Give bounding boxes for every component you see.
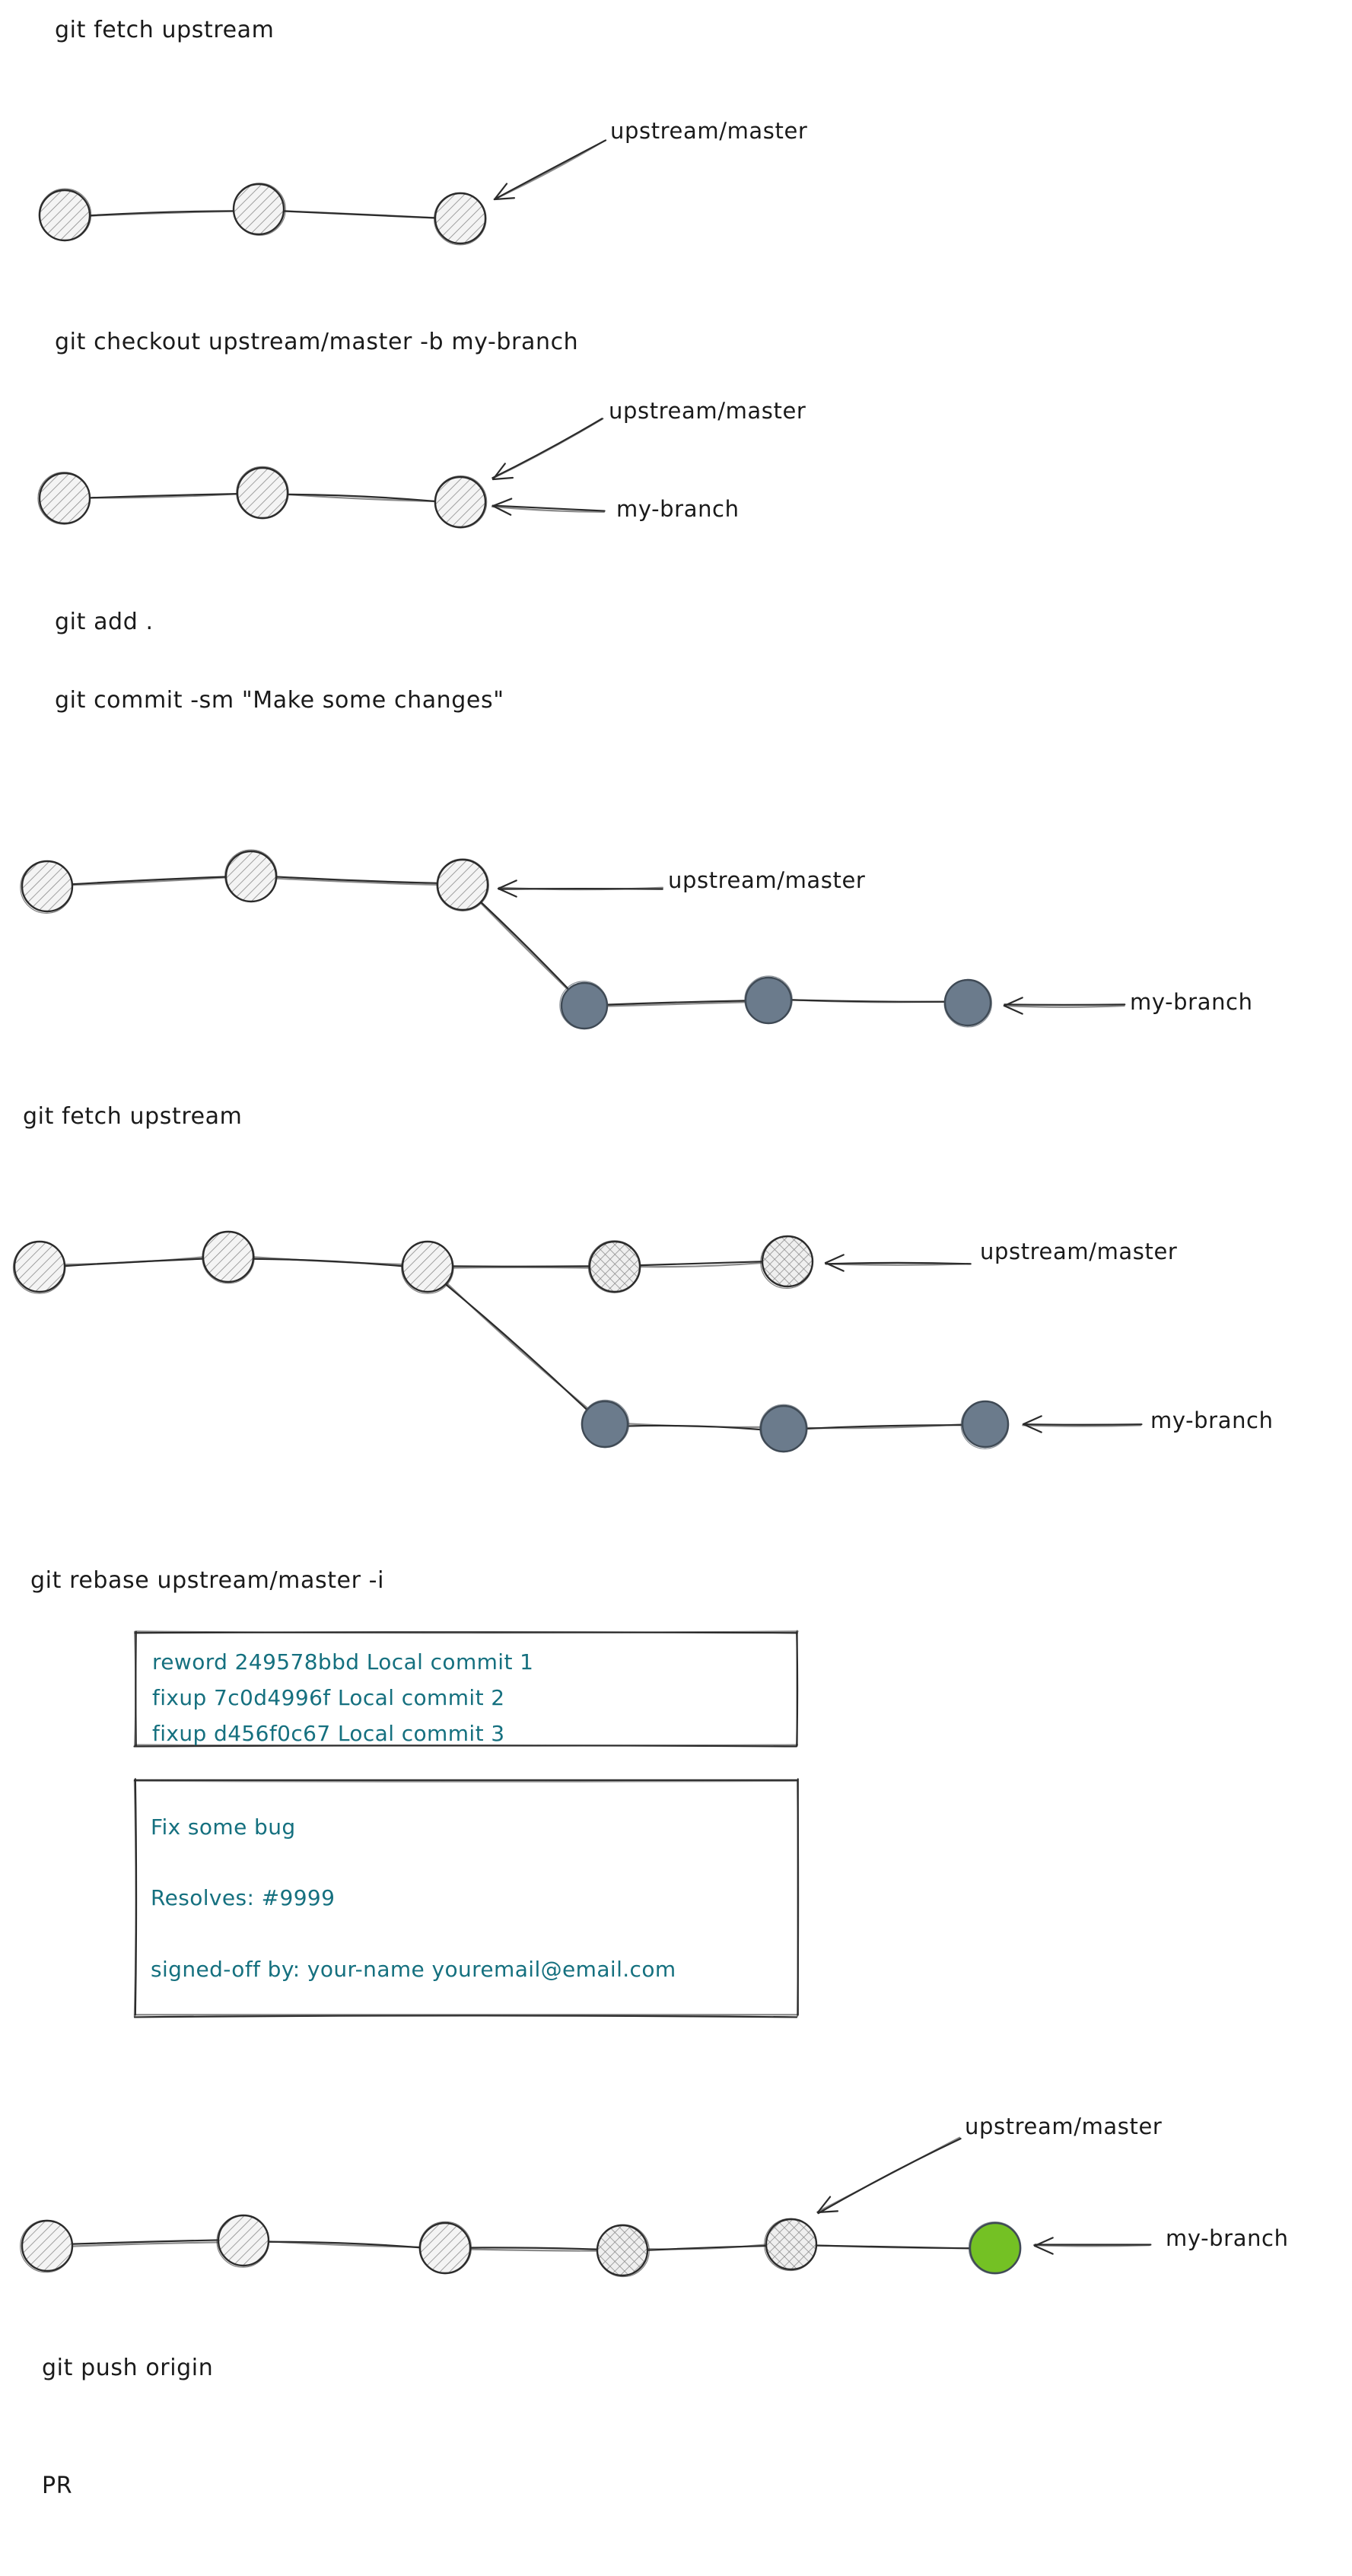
commit-node	[969, 2222, 1020, 2274]
commit-node	[234, 183, 285, 235]
commit-node	[581, 1400, 628, 1447]
commit-node	[434, 192, 486, 244]
graph-3	[21, 850, 1125, 1029]
graph-1	[39, 140, 606, 244]
ref-label-my-branch-5: my-branch	[1166, 2225, 1289, 2251]
commit-node	[237, 466, 288, 518]
ref-pointer-arrow	[1034, 2237, 1151, 2253]
commit-node	[434, 476, 486, 528]
commit-node	[21, 2220, 72, 2272]
ref-label-my-branch-3: my-branch	[1130, 989, 1253, 1015]
ref-label-upstream-master-2: upstream/master	[609, 398, 806, 424]
ref-pointer-arrow	[492, 499, 605, 515]
rebase-todo-line-1: reword 249578bbd Local commit 1	[152, 1649, 534, 1674]
commit-message-resolves: Resolves: #9999	[151, 1885, 336, 1910]
label-pull-request: PR	[42, 2473, 73, 2499]
ref-label-my-branch-4: my-branch	[1150, 1407, 1274, 1433]
graph-5	[21, 2138, 1151, 2277]
rebase-todo-line-3: fixup d456f0c67 Local commit 3	[152, 1721, 505, 1746]
command-git-checkout-branch: git checkout upstream/master -b my-branch	[55, 329, 579, 355]
commit-node	[437, 859, 488, 911]
commit-node	[217, 2215, 269, 2267]
command-git-fetch-upstream-1: git fetch upstream	[55, 17, 275, 43]
ref-pointer-arrow	[1023, 1416, 1141, 1432]
commit-node	[944, 980, 991, 1027]
commit-node	[38, 472, 90, 524]
ref-label-upstream-master-1: upstream/master	[610, 118, 808, 144]
graph-2	[38, 418, 605, 528]
ref-pointer-arrow	[498, 880, 663, 896]
graph-4	[13, 1231, 1141, 1452]
commit-node	[202, 1231, 254, 1283]
commit-node	[588, 1241, 640, 1293]
ref-label-upstream-master-5: upstream/master	[965, 2113, 1163, 2139]
commit-node	[560, 981, 607, 1029]
commit-node	[761, 1236, 813, 1288]
commit-node	[745, 976, 792, 1023]
ref-label-upstream-master-3: upstream/master	[668, 867, 866, 893]
commit-node	[961, 1401, 1008, 1449]
ref-label-my-branch-2: my-branch	[616, 496, 740, 522]
commit-node	[39, 189, 91, 240]
commit-message-subject: Fix some bug	[151, 1814, 296, 1840]
commit-node	[402, 1242, 453, 1293]
commit-node	[13, 1242, 65, 1293]
command-git-add: git add .	[55, 609, 154, 635]
ref-pointer-arrow	[492, 418, 603, 479]
ref-pointer-arrow	[817, 2138, 960, 2213]
ref-pointer-arrow	[495, 140, 606, 199]
commit-node	[597, 2225, 649, 2276]
commit-node	[419, 2221, 471, 2273]
commit-node	[21, 861, 72, 913]
command-git-fetch-upstream-2: git fetch upstream	[23, 1103, 243, 1130]
ref-pointer-arrow	[1004, 997, 1125, 1013]
command-git-rebase-interactive: git rebase upstream/master -i	[30, 1567, 385, 1594]
command-git-commit: git commit -sm "Make some changes"	[55, 687, 504, 714]
command-git-push-origin: git push origin	[42, 2355, 214, 2381]
commit-node	[225, 850, 277, 902]
ref-pointer-arrow	[826, 1255, 971, 1271]
ref-label-upstream-master-4: upstream/master	[980, 1239, 1178, 1264]
commit-node	[765, 2218, 816, 2270]
commit-node	[760, 1404, 807, 1452]
rebase-todo-line-2: fixup 7c0d4996f Local commit 2	[152, 1685, 505, 1710]
commit-message-signoff: signed-off by: your-name youremail@email.com	[151, 1957, 676, 1982]
